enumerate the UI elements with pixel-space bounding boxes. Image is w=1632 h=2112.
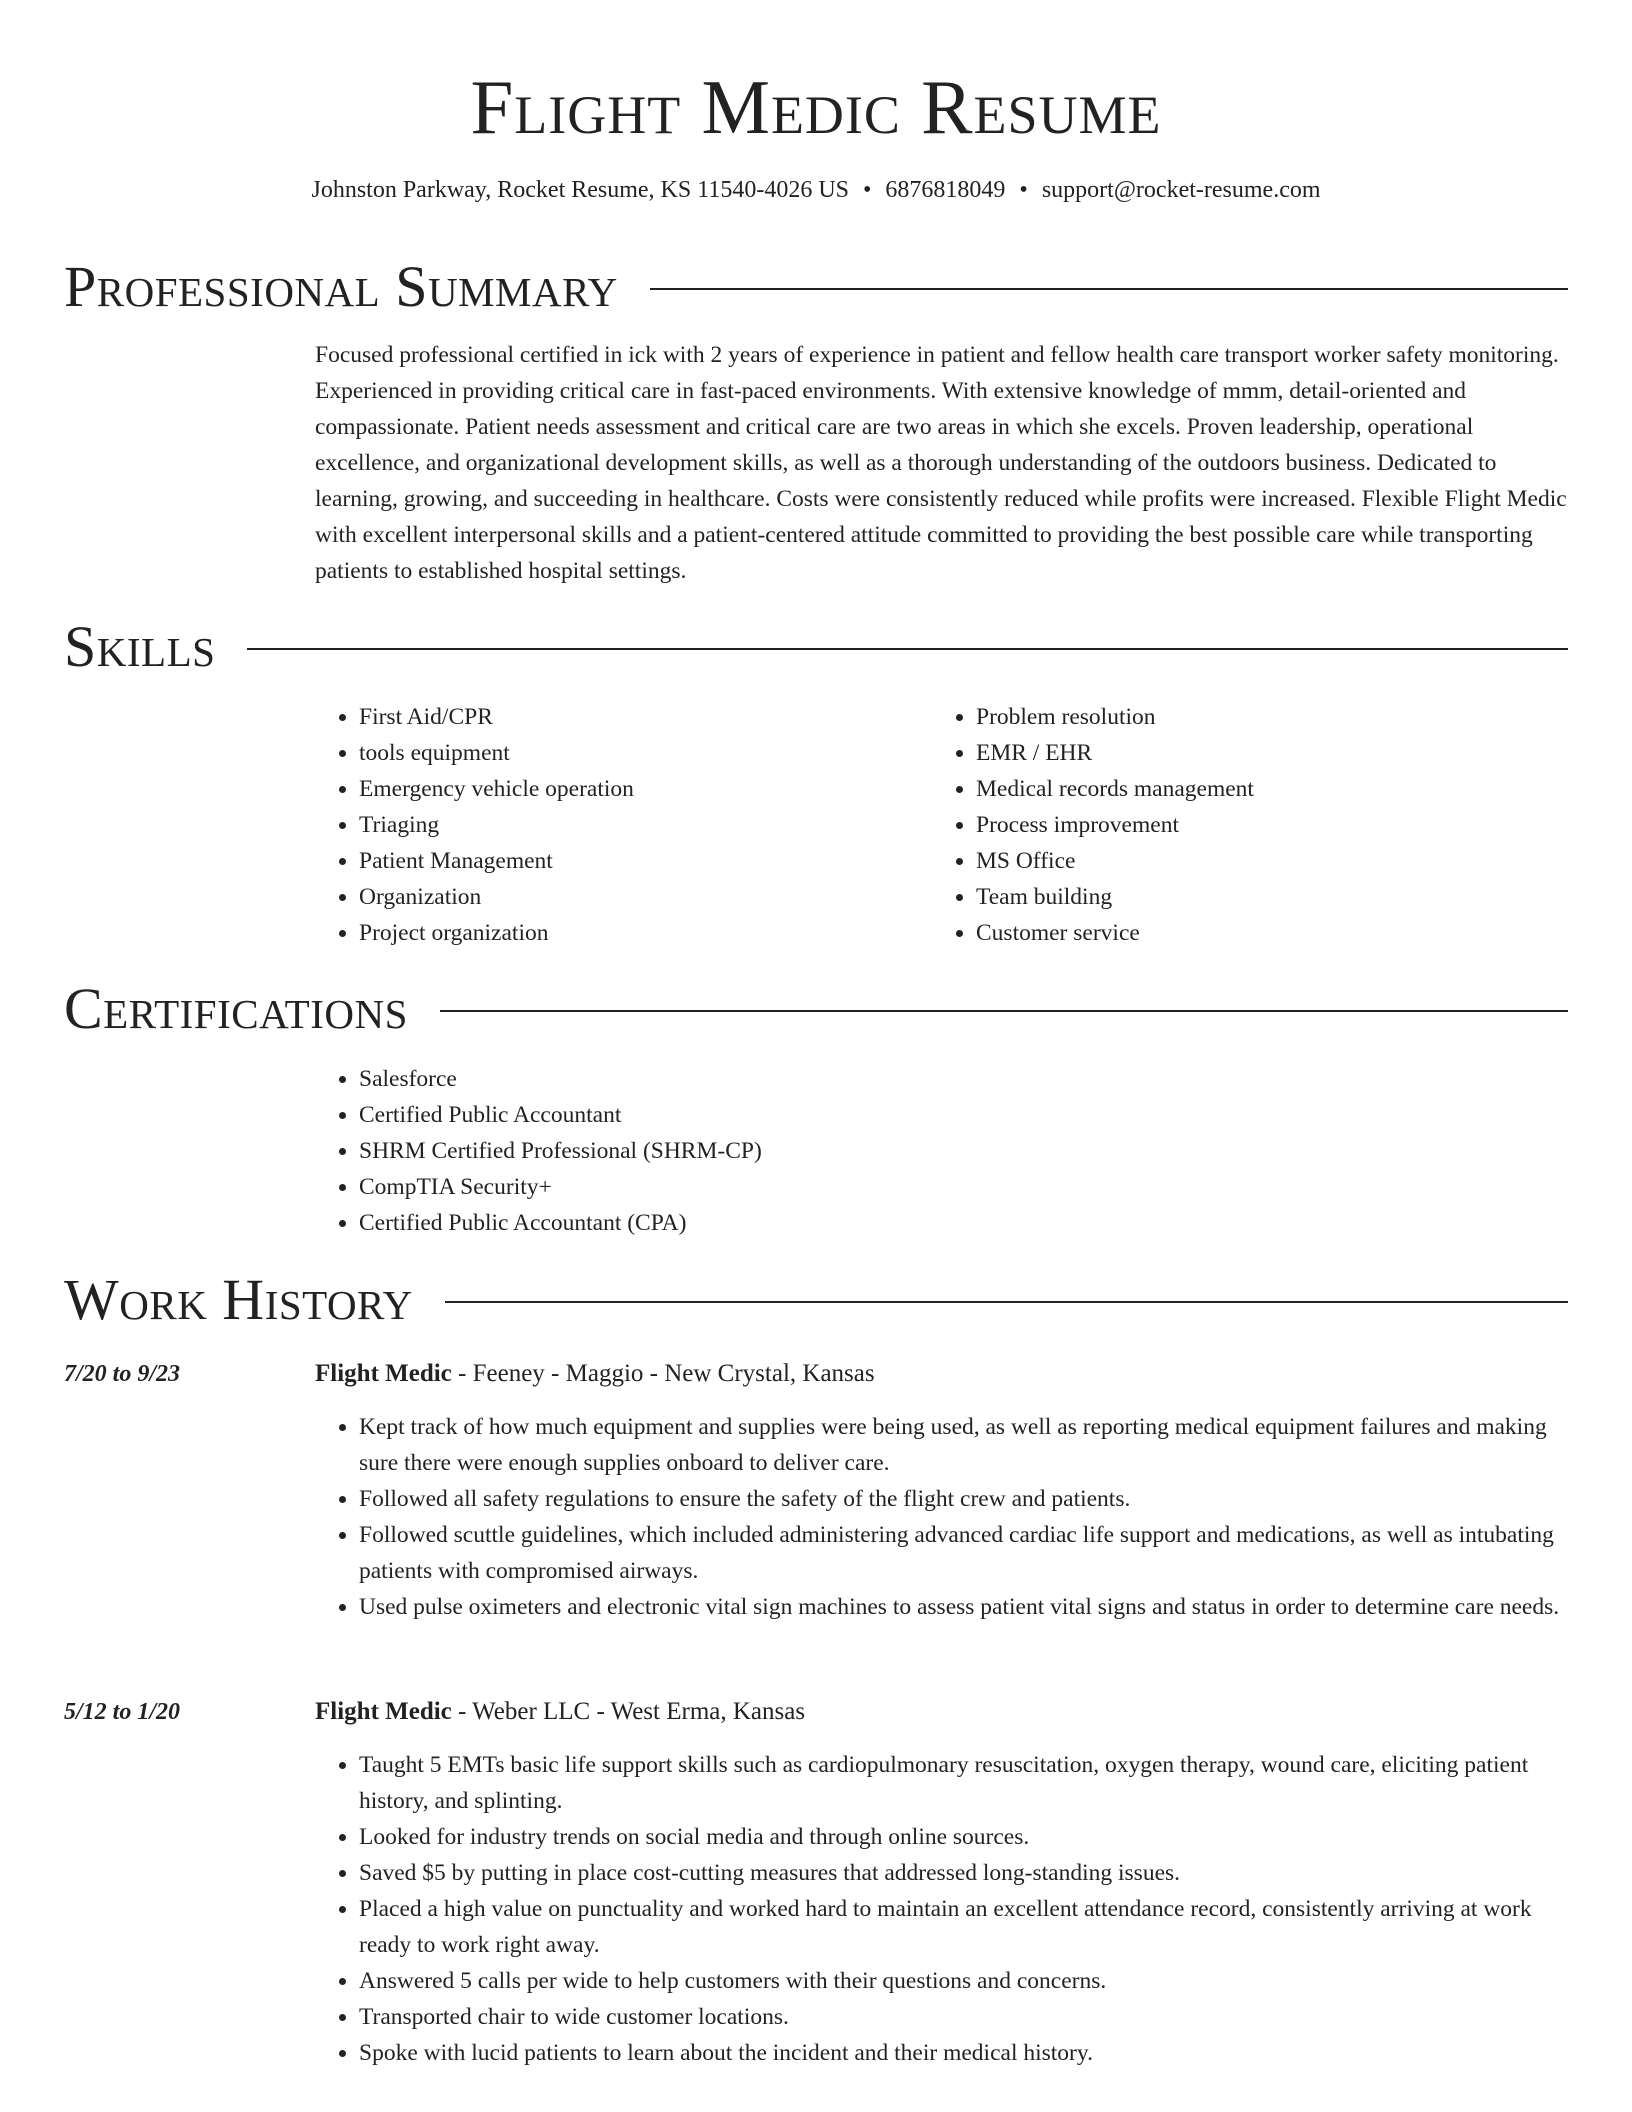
job-duty-item: • Saved $5 by putting in place cost-cutting measures that addressed long-standing issues. xyxy=(359,1855,1570,1891)
certification-item: • Salesforce xyxy=(359,1061,1570,1097)
job-duty-item: • Kept track of how much equipment and supplies were being used, as well as reporting medical equipment failures and making sure there were enough supplies onboard to deliver care. xyxy=(359,1409,1570,1481)
skills-column-right xyxy=(932,699,1549,951)
skill-item: • First Aid/CPR xyxy=(359,699,932,735)
certification-item: • Certified Public Accountant xyxy=(359,1097,1570,1133)
contact-address: Johnston Parkway, Rocket Resume, KS 11540-4026 US xyxy=(311,177,850,203)
skill-item: • Problem resolution xyxy=(976,699,1549,735)
contact-separator: • xyxy=(863,177,872,203)
skills-list-left xyxy=(315,699,932,951)
job-employer: - Weber LLC - West Erma, Kansas xyxy=(451,1698,806,1725)
section-divider xyxy=(650,288,1568,290)
summary-section-header xyxy=(64,252,1568,322)
skill-item: • Organization xyxy=(359,879,932,915)
skill-item: • MS Office xyxy=(976,843,1549,879)
job-duty-item: • Transported chair to wide customer locations. xyxy=(359,1999,1570,2035)
job-duty-item: • Followed all safety regulations to ensure the safety of the flight crew and patients. xyxy=(359,1481,1570,1517)
skills-section-header xyxy=(64,612,1568,682)
certifications-section-header xyxy=(64,974,1568,1044)
certification-item: • Certified Public Accountant (CPA) xyxy=(359,1205,1570,1241)
section-divider xyxy=(440,1010,1568,1012)
work-history-section-header xyxy=(64,1265,1568,1335)
job-employer: - Feeney - Maggio - New Crystal, Kansas xyxy=(451,1360,875,1387)
skill-item: • Triaging xyxy=(359,807,932,843)
certification-item: • SHRM Certified Professional (SHRM-CP) xyxy=(359,1133,1570,1169)
job-duties-list xyxy=(315,1747,1570,2071)
job-duty-item: • Looked for industry trends on social media and through online sources. xyxy=(359,1819,1570,1855)
job-title: Flight Medic xyxy=(315,1360,452,1387)
summary-heading: Professional Summary xyxy=(64,254,618,319)
skills-column-left xyxy=(315,699,932,951)
job-heading xyxy=(315,1694,1570,1730)
skill-item: • EMR / EHR xyxy=(976,735,1549,771)
resume-title: Flight Medic Resume xyxy=(470,64,1162,150)
skill-item: • tools equipment xyxy=(359,735,932,771)
job-duties-list xyxy=(315,1409,1570,1625)
skill-item: • Project organization xyxy=(359,915,932,951)
contact-email[interactable]: support@rocket-resume.com xyxy=(1041,177,1321,203)
section-divider xyxy=(445,1301,1568,1303)
work-history-heading: Work History xyxy=(64,1267,413,1332)
job-duty-item: • Spoke with lucid patients to learn about the incident and their medical history. xyxy=(359,2035,1570,2071)
skill-item: • Customer service xyxy=(976,915,1549,951)
job-duty-item: • Placed a high value on punctuality and worked hard to maintain an excellent attendance record, consistently arriving at work ready to work right away. xyxy=(359,1891,1570,1963)
job-dates: 5/12 to 1/20 xyxy=(64,1699,181,1725)
job-dates: 7/20 to 9/23 xyxy=(64,1361,181,1387)
section-divider xyxy=(247,648,1568,650)
job-duty-item: • Answered 5 calls per wide to help customers with their questions and concerns. xyxy=(359,1963,1570,1999)
contact-line xyxy=(0,174,1632,206)
skill-item: • Team building xyxy=(976,879,1549,915)
job-duties xyxy=(315,1409,1570,1625)
job-duty-item: • Followed scuttle guidelines, which included administering advanced cardiac life support and medications, as well as intubating patients with compromised airways. xyxy=(359,1517,1570,1589)
certifications-block xyxy=(315,1061,1570,1241)
summary-text: Focused professional certified in ick with 2 years of experience in patient and fellow health care transport worker safety monitoring. Experienced in providing critical care in fast-paced environments. With extensive knowledge of mmm, detail-oriented and compassionate. Patient needs assessment and critical care are two areas in which she excels. Proven leadership, operational excellence, and organizational development skills, as well as a thorough understanding of the outdoors business. Dedicated to learning, growing, and succeeding in healthcare. Costs were consistently reduced while profits were increased. Flexible Flight Medic with excellent interpersonal skills and a patient-centered attitude committed to providing the best possible care while transporting patients to established hospital settings. xyxy=(315,342,1567,584)
job-duty-item: • Used pulse oximeters and electronic vital sign machines to assess patient vital signs and status in order to determine care needs. xyxy=(359,1589,1570,1625)
job-heading xyxy=(315,1356,1570,1392)
skills-grid xyxy=(315,699,1570,951)
skill-item: • Medical records management xyxy=(976,771,1549,807)
skills-heading: Skills xyxy=(64,614,216,679)
skills-list-right xyxy=(932,699,1549,951)
job-title: Flight Medic xyxy=(315,1698,452,1725)
skill-item: • Process improvement xyxy=(976,807,1549,843)
skill-item: • Patient Management xyxy=(359,843,932,879)
certifications-list xyxy=(315,1061,1570,1241)
job-duty-item: • Taught 5 EMTs basic life support skills such as cardiopulmonary resuscitation, oxygen therapy, wound care, eliciting patient history, and splinting. xyxy=(359,1747,1570,1819)
job-duties xyxy=(315,1747,1570,2071)
contact-separator: • xyxy=(1019,177,1028,203)
certification-item: • CompTIA Security+ xyxy=(359,1169,1570,1205)
certifications-heading: Certifications xyxy=(64,976,408,1041)
skill-item: • Emergency vehicle operation xyxy=(359,771,932,807)
contact-phone: 6876818049 xyxy=(885,177,1006,203)
